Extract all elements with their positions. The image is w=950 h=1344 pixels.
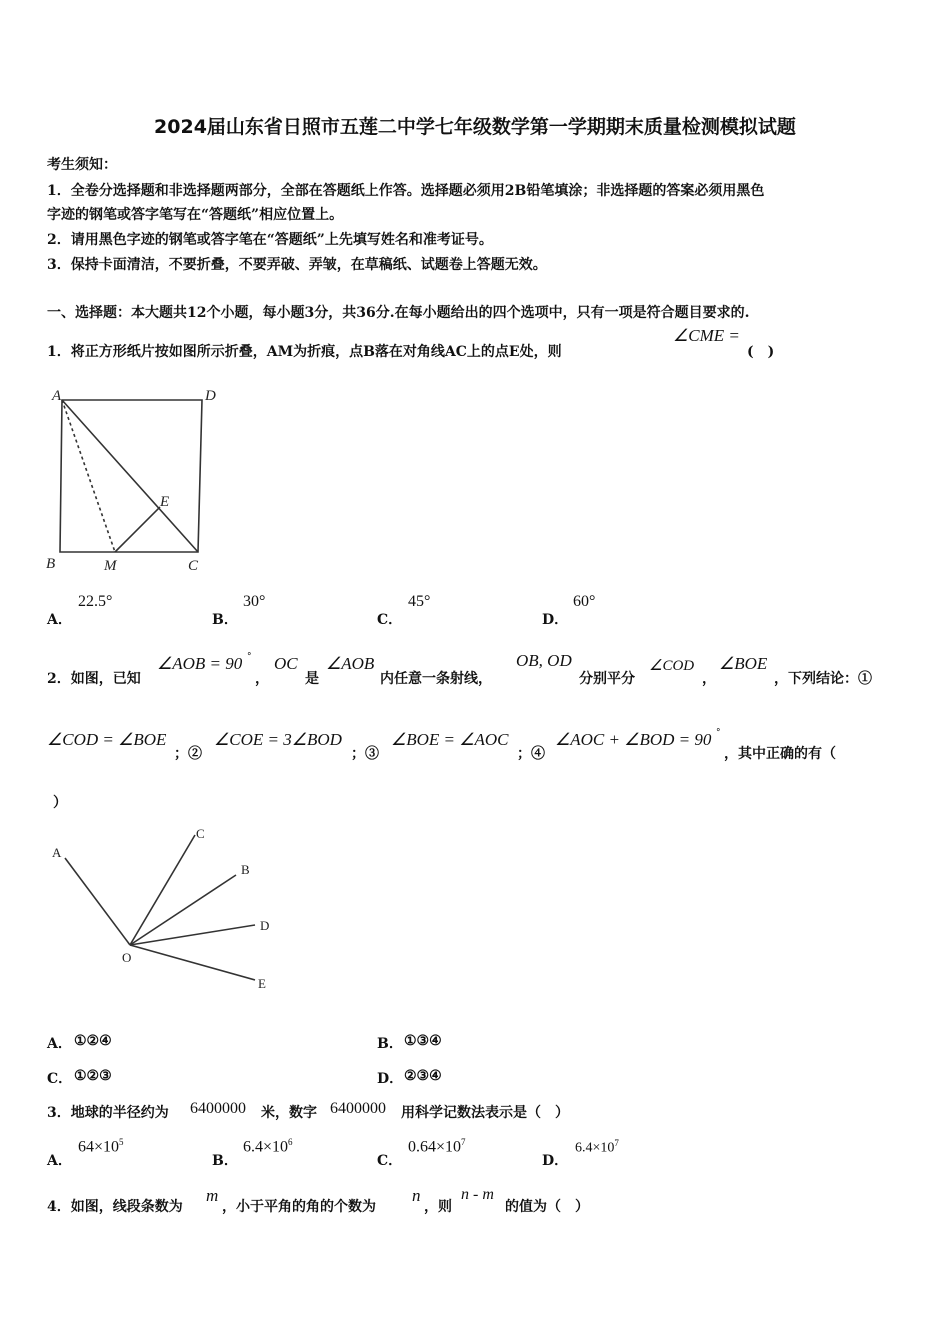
q3-option-d-label: D． [542,1153,569,1169]
q2-text-7: ，下列结论：① [774,671,872,687]
section-heading: 一、选择题：本大题共12个小题，每小题3分，共36分.在每小题给出的四个选项中，只有一项是符合题目要求的. [47,305,750,321]
notice-line-2: 2．请用黑色字迹的钢笔或答字笔在“答题纸”上先填写姓名和准考证号。 [47,232,493,248]
q2-text-8: ，其中正确的有（ [724,746,836,762]
q4-text-3: ，则 [424,1199,452,1215]
q4-text-4: 的值为（ ） [505,1199,589,1215]
notice-line-1b: 字迹的钢笔或答字笔写在“答题纸”相应位置上。 [47,207,344,223]
q4-math-n: n [412,1186,421,1205]
q1-label-c: C [188,558,199,574]
q1-option-d-value: 60° [573,593,596,610]
q2-sep-1: ；② [174,746,202,762]
q2-conclusion-3: ∠BOE = ∠AOC [391,730,509,749]
q2-option-d-label: D． [377,1071,404,1087]
q2-option-b-label: B． [377,1036,403,1052]
q2-option-a-label: A． [47,1036,72,1052]
q2-sep-3: ；④ [517,746,545,762]
q2-label-b: B [241,862,250,877]
q3-number-1: 6400000 [190,1100,246,1117]
q1-option-a-value: 22.5° [78,593,113,610]
q2-option-c-value: ①②③ [74,1068,112,1084]
q3-text-3: 用科学记数法表示是（ ） [401,1105,569,1121]
q1-label-m: M [104,558,117,574]
q3-option-d-value: $6.4\times 10^7$ [575,1138,619,1156]
q1-option-c-label: C． [377,612,403,628]
q2-text-4: 内任意一条射线， [380,671,492,687]
page-title: 2024届山东省日照市五莲二中学七年级数学第一学期期末质量检测模拟试题 [154,116,796,138]
q2-conclusion-1: ∠COD = ∠BOE [47,730,167,749]
q2-close-paren: ） [53,795,67,811]
notice-line-3: 3．保持卡面清洁，不要折叠，不要弄破、弄皱，在草稿纸、试题卷上答题无效。 [47,257,547,273]
q1-text: 1．将正方形纸片按如图所示折叠，AM为折痕，点B落在对角线AC上的点E处，则 [47,344,562,360]
q2-option-d-value: ②③④ [404,1068,442,1084]
q1-option-c-value: 45° [408,593,431,610]
q2-angle-figure [40,820,280,1000]
notice-heading: 考生须知： [47,157,117,173]
q2-text-1: 2．如图，已知 [47,671,141,687]
q2-math-oc: OC [274,654,298,673]
q3-number-2: 6400000 [330,1100,386,1117]
q2-sep-2: ；③ [351,746,379,762]
q2-label-c: C [196,826,205,841]
q2-text-5: 分别平分 [579,671,635,687]
q1-square-figure [40,380,230,580]
q2-degree-mark-2: ° [716,728,721,738]
q2-option-b-value: ①③④ [404,1033,442,1049]
q4-math-m: m [206,1186,219,1205]
q1-paren: ( ) [747,344,775,360]
q1-label-d: D [205,388,216,404]
q2-ray-oe [130,945,255,980]
q3-option-a-label: A． [47,1153,72,1169]
q4-text-1: 4．如图，线段条数为 [47,1199,183,1215]
q2-math-cod: ∠COD [649,658,695,674]
q2-option-a-value: ①②④ [74,1033,112,1049]
q1-option-b-label: B． [212,612,238,628]
q2-text-3: 是 [305,671,319,687]
q3-text-2: 米，数字 [261,1105,317,1121]
q1-segment-me [115,507,160,552]
q4-text-2: ，小于平角的角的个数为 [222,1199,376,1215]
q1-option-d-label: D． [542,612,569,628]
q4-math-n-minus-m: n - m [461,1186,494,1203]
q2-text-6: ， [702,671,716,687]
q2-label-a: A [52,845,62,860]
q1-diagonal-ac [62,400,198,552]
q3-option-c-value: $0.64\times 10^7$ [408,1137,466,1156]
q3-option-b-label: B． [212,1153,238,1169]
q2-conclusion-4: ∠AOC + ∠BOD = 90 [555,730,712,749]
q2-text-2: ， [255,671,269,687]
q2-math-aob: ∠AOB [326,654,375,673]
q2-ray-oc [130,835,195,945]
q1-option-b-value: 30° [243,593,266,610]
q3-option-c-label: C． [377,1153,403,1169]
q2-math-ob-od: OB, OD [516,651,572,670]
q3-option-b-value: $6.4\times 10^6$ [243,1137,293,1156]
q2-math-boe: ∠BOE [719,654,768,673]
notice-line-1a: 1．全卷分选择题和非选择题两部分，全部在答题纸上作答。选择题必须用2B铅笔填涂；非选择题的答案必须用黑色 [47,183,765,199]
q1-label-e: E [160,494,170,510]
q1-fold-line-am [62,400,115,552]
q1-math: ∠CME = [673,326,740,345]
q1-option-a-label: A． [47,612,72,628]
q2-ray-od [130,925,255,945]
q3-option-a-value: $64\times 10^5$ [78,1137,124,1156]
q2-ray-oa [65,858,130,945]
q1-label-a: A [52,388,62,404]
q2-label-o: O [122,950,132,965]
q2-label-e: E [258,976,266,991]
q2-math-aob-90: ∠AOB = 90 [157,654,243,673]
q2-option-c-label: C． [47,1071,73,1087]
q2-conclusion-2: ∠COE = 3∠BOD [214,730,342,749]
q1-label-b: B [46,556,56,572]
q2-ray-ob [130,875,236,945]
q3-text-1: 3．地球的半径约为 [47,1105,169,1121]
q2-label-d: D [260,918,270,933]
q2-degree-mark-1: ° [247,652,252,662]
